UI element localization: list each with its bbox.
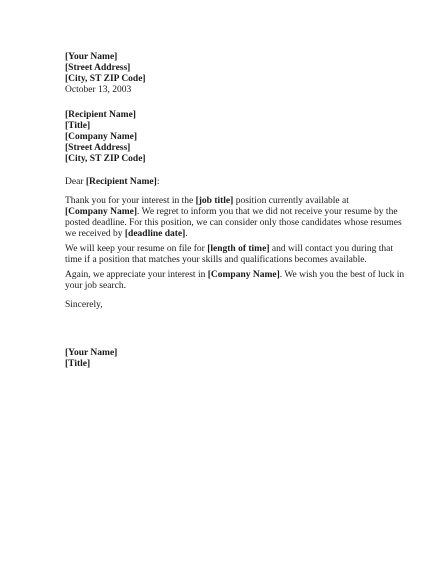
closing: Sincerely, [65, 300, 103, 310]
salutation: Dear [Recipient Name]: [65, 177, 160, 187]
recipient-name: [Recipient Name] [65, 110, 136, 120]
sender-address-block [65, 52, 410, 96]
recipient-title: [Title] [65, 121, 91, 131]
body-paragraph-3: Again, we appreciate your interest in [Company Name]. We wish you the best of luck in your job search. [65, 270, 405, 291]
body-paragraph-2: We will keep your resume on file for [length of time] and will contact you during that time if a position that matches your skills and qualifications becomes available. [65, 244, 393, 265]
recipient-company: [Company Name] [65, 132, 138, 142]
letter-date: October 13, 2003 [65, 85, 132, 95]
signature-title: [Title] [65, 359, 91, 369]
sender-street: [Street Address] [65, 63, 131, 73]
signature-block [65, 348, 410, 370]
recipient-address-block [65, 110, 410, 165]
signature-name: [Your Name] [65, 348, 118, 358]
body-paragraph-1: Thank you for your interest in the [job title] position currently available at [Company Name]. We regret to inform you that we did not receive your resume by the posted deadline. For this position, we can consider only those candidates whose resumes we received by [deadline date]. [65, 196, 402, 239]
recipient-city: [City, ST ZIP Code] [65, 154, 146, 164]
sender-name: [Your Name] [65, 52, 118, 62]
recipient-street: [Street Address] [65, 143, 131, 153]
sender-city: [City, ST ZIP Code] [65, 74, 146, 84]
